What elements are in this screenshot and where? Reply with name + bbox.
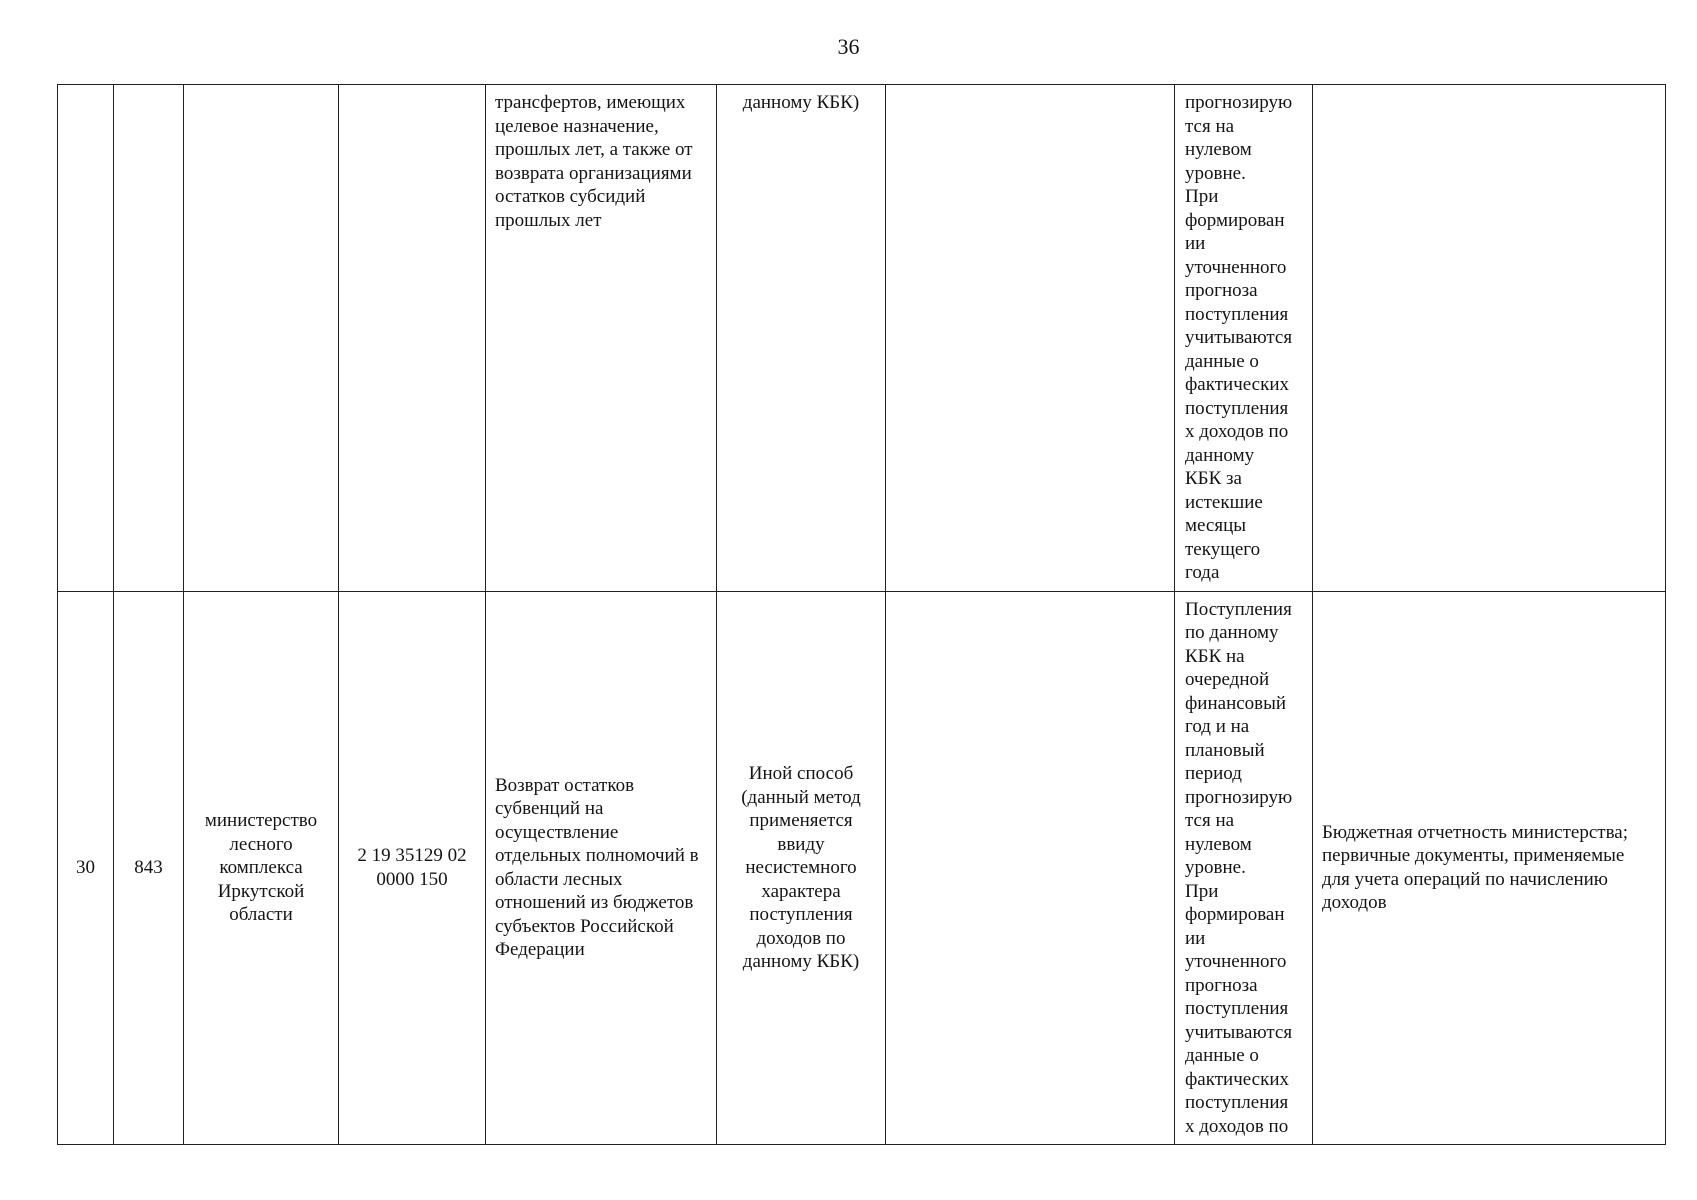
- revenue-name-cell: Возврат остатков субвенций на осуществление отдельных полномочий в области лесных отношений из бюджетов субъектов Российской Федерации: [486, 591, 717, 1145]
- formula-cell: [886, 85, 1175, 592]
- algorithm-cell: прогнозирую тся на нулевом уровне. При формирован ии уточненного прогноза поступления учитываются данные о фактических поступления х доходов по данному КБК за истекшие месяцы текущего года: [1175, 85, 1313, 592]
- data-source-cell: [1313, 85, 1666, 592]
- table-row: [58, 591, 1666, 1145]
- formula-cell: [886, 591, 1175, 1145]
- row-number-cell: [58, 85, 114, 592]
- admin-code-cell: 843: [114, 591, 184, 1145]
- admin-code-cell: [114, 85, 184, 592]
- table-row: [58, 85, 1666, 592]
- administrator-cell: [184, 85, 339, 592]
- page-number: 36: [837, 34, 860, 59]
- revenue-name-cell: трансфертов, имеющих целевое назначение, прошлых лет, а также от возврата организациями остатков субсидий прошлых лет: [486, 85, 717, 592]
- kbk-cell: [339, 85, 486, 592]
- kbk-cell: 2 19 35129 02 0000 150: [339, 591, 486, 1145]
- algorithm-cell: Поступления по данному КБК на очередной финансовый год и на плановый период прогнозирую тся на нулевом уровне. При формирован ии уточненного прогноза поступления учитываются данные о фактических поступления х доходов по: [1175, 591, 1313, 1145]
- row-number-cell: 30: [58, 591, 114, 1145]
- revenue-forecast-table: [57, 84, 1666, 1145]
- forecast-method-cell: Иной способ (данный метод применяется ввиду несистемного характера поступления доходов по данному КБК): [717, 591, 886, 1145]
- data-source-cell: Бюджетная отчетность министерства; первичные документы, применяемые для учета операций по начислению доходов: [1313, 591, 1666, 1145]
- forecast-method-cell: данному КБК): [717, 85, 886, 592]
- administrator-cell: министерство лесного комплекса Иркутской области: [184, 591, 339, 1145]
